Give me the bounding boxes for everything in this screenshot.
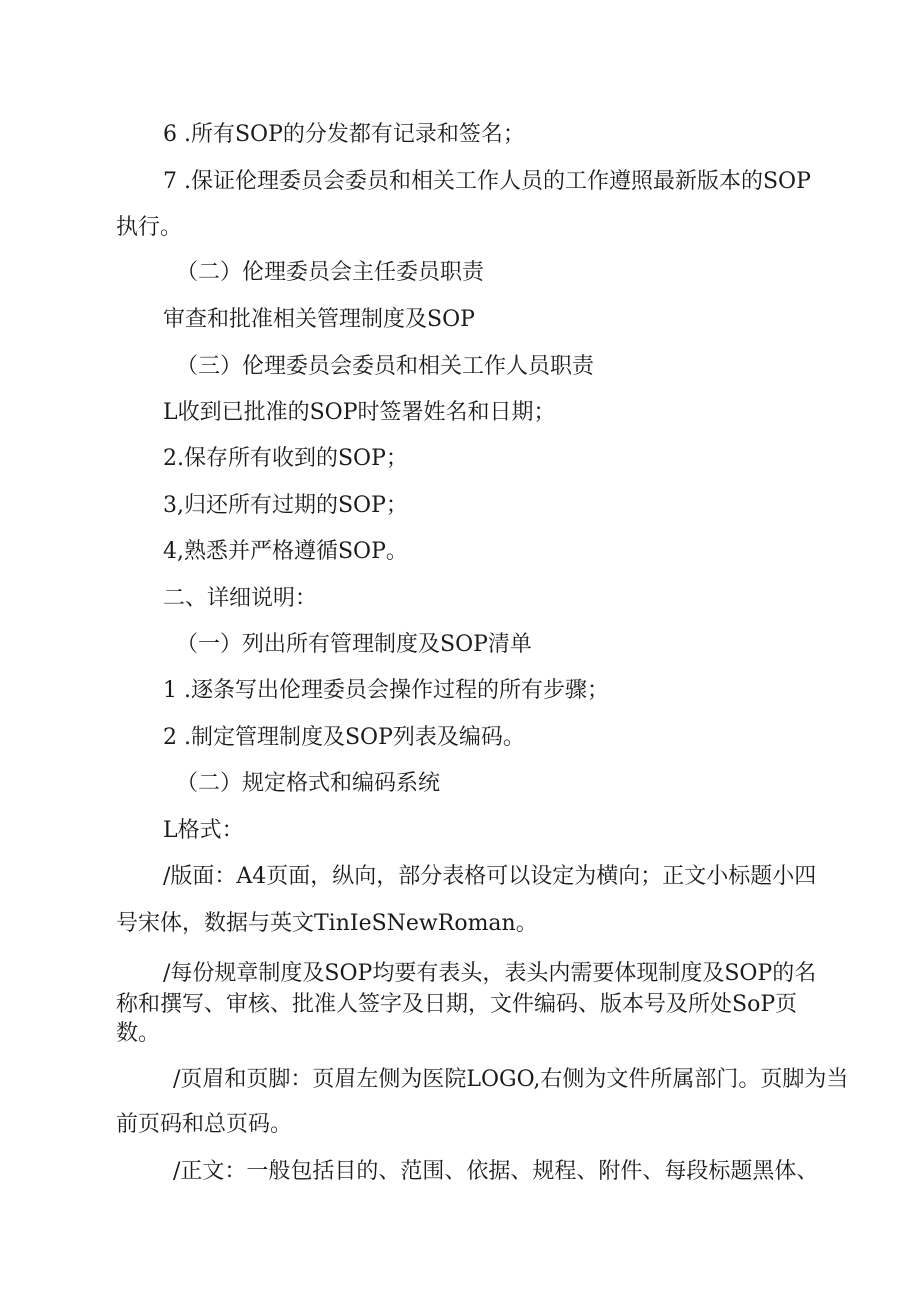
list-item-2: 2 .制定管理制度及SOP列表及编码。 (163, 725, 525, 750)
section-heading-member-duties: （三）伦理委员会委员和相关工作人员职责 (176, 354, 595, 379)
paragraph-header-footer: /页眉和页脚：页眉左侧为医院LOGO,右侧为文件所属部门。页脚为当 (173, 1067, 849, 1092)
paragraph-body-text: /正文：一般包括目的、范围、依据、规程、附件、每段标题黑体、 (173, 1159, 819, 1184)
paragraph-layout: /版面：A4页面，纵向，部分表格可以设定为横向；正文小标题小四 (163, 864, 817, 889)
list-item-2: 2.保存所有收到的SOP； (163, 446, 408, 471)
paragraph-header-footer-continuation: 前页码和总页码。 (116, 1112, 293, 1137)
section-heading-chair-duties: （二）伦理委员会主任委员职责 (176, 260, 485, 285)
paragraph-chair-duties: 审查和批准相关管理制度及SOP (163, 307, 475, 332)
paragraph-header-table-continuation: 称和撰写、审核、批准人签字及日期，文件编码、版本号及所处SoP页 (116, 992, 798, 1017)
list-item-1: L收到已批准的SOP时签署姓名和日期； (163, 400, 556, 425)
list-item-format: L格式： (163, 818, 244, 843)
list-item-3: 3,归还所有过期的SOP； (163, 493, 408, 518)
list-item-6: 6 .所有SOP的分发都有记录和签名； (163, 122, 525, 147)
list-item-7: 7 .保证伦理委员会委员和相关工作人员的工作遵照最新版本的SOP (163, 169, 811, 194)
list-item-1: 1 .逐条写出伦理委员会操作过程的所有步骤； (163, 678, 609, 703)
subsection-heading-format-coding: （二）规定格式和编码系统 (176, 771, 441, 796)
subsection-heading-sop-list: （一）列出所有管理制度及SOP清单 (176, 632, 532, 657)
paragraph-header-table-end: 数。 (116, 1021, 161, 1046)
paragraph-header-table: /每份规章制度及SOP均要有表头，表头内需要体现制度及SOP的名 (163, 961, 817, 986)
section-heading-details: 二、详细说明： (163, 586, 318, 611)
list-item-4: 4,熟悉并严格遵循SOP。 (163, 539, 408, 564)
paragraph-layout-continuation: 号宋体，数据与英文TinIeSNewRoman。 (116, 911, 538, 936)
list-item-7-continuation: 执行。 (116, 215, 183, 240)
